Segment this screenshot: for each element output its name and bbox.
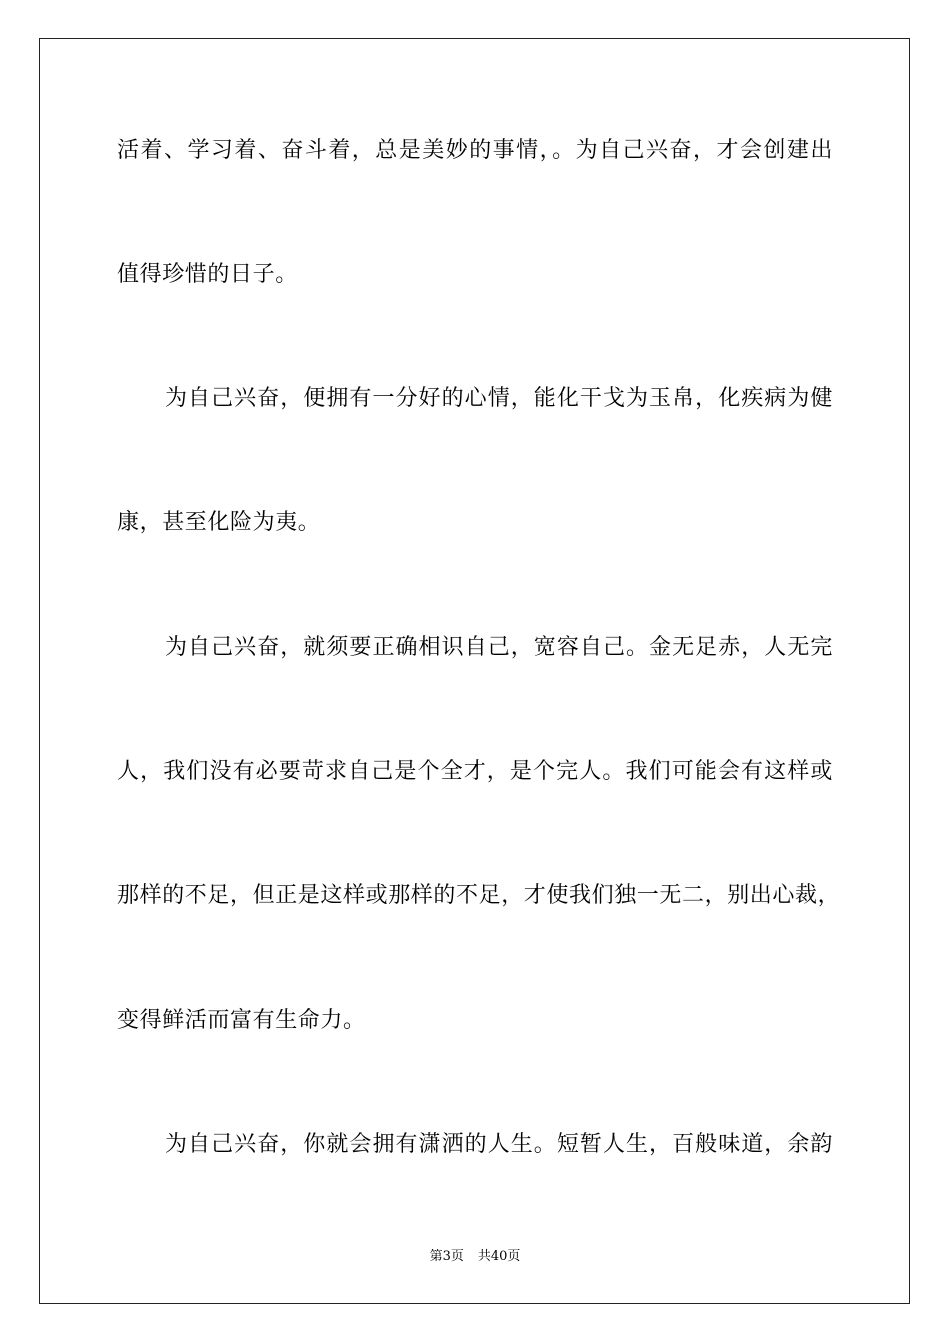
text-line: 为自己兴奋，便拥有一分好的心情，能化干戈为玉帛，化疾病为健 (165, 386, 833, 411)
text-line: 人，我们没有必要苛求自己是个全才，是个完人。我们可能会有这样或 (117, 759, 833, 784)
text-line: 值得珍惜的日子。 (117, 262, 298, 287)
page-number: 第3页 (429, 1249, 464, 1264)
text-line: 为自己兴奋，就须要正确相识自己，宽容自己。金无足赤，人无完 (165, 635, 833, 660)
page-footer (0, 1248, 950, 1266)
page-border (39, 38, 910, 1304)
text-line: 康，甚至化险为夷。 (117, 510, 321, 535)
text-line: 活着、学习着、奋斗着，总是美妙的事情，。为自己兴奋，才会创建出 (117, 138, 833, 163)
text-line: 那样的不足，但正是这样或那样的不足，才使我们独一无二，别出心裁， (117, 883, 841, 908)
text-line: 变得鲜活而富有生命力。 (117, 1008, 366, 1033)
page-total: 共40页 (477, 1249, 521, 1264)
text-line: 为自己兴奋，你就会拥有潇洒的人生。短暂人生，百般味道，余韵 (165, 1132, 833, 1157)
